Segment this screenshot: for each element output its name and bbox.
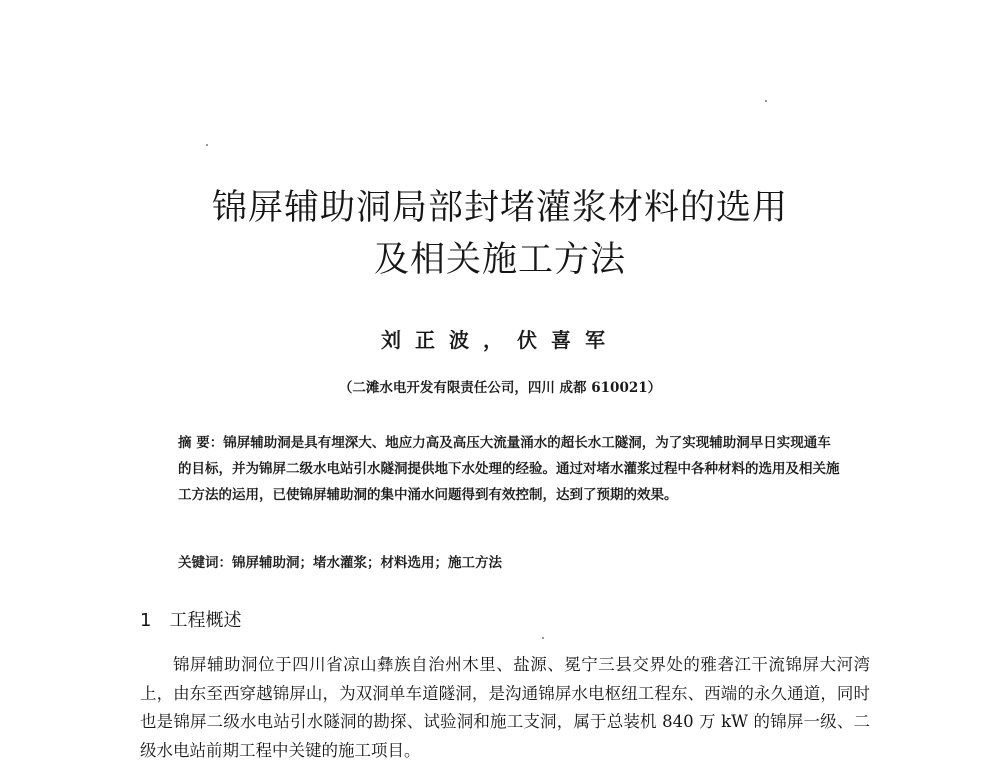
section-title: 工程概述	[169, 610, 242, 631]
scan-speck	[542, 637, 544, 639]
paper-title-line-2: 及相关施工方法	[373, 240, 626, 280]
section-heading	[140, 606, 241, 632]
paper-title-line-1: 锦屏辅助洞局部封堵灌浆材料的选用	[211, 188, 788, 228]
keywords-text: 锦屏辅助洞；堵水灌浆；材料选用；施工方法	[232, 555, 502, 571]
scan-speck	[765, 100, 767, 102]
paper-authors: 刘正波，伏喜军	[381, 328, 619, 352]
keywords	[178, 551, 843, 571]
abstract	[178, 430, 843, 508]
scan-speck	[206, 144, 208, 146]
author-affiliation: （二滩水电开发有限责任公司，四川 成都 610021）	[338, 380, 662, 396]
paper-title	[0, 182, 1000, 286]
section-number: 1	[140, 610, 152, 631]
abstract-text: 锦屏辅助洞是具有埋深大、地应力高及高压大流量涌水的超长水工隧洞，为了实现辅助洞早日实现通车的目标，并为锦屏二级水电站引水隧洞提供地下水处理的经验。通过对堵水灌浆过程中各种材料的选用及相关施工方法的运用，已使锦屏辅助洞的集中涌水问题得到有效控制，达到了预期的效果。	[178, 435, 840, 503]
keywords-label: 关键词：	[178, 555, 232, 571]
body-paragraph: 锦屏辅助洞位于四川省凉山彝族自治州木里、盐源、冕宁三县交界处的雅砻江干流锦屏大河湾上，由东至西穿越锦屏山，为双洞单车道隧洞，是沟通锦屏水电枢纽工程东、西端的永久通道，同时也是锦屏二级水电站引水隧洞的勘探、试验洞和施工支洞，属于总装机 840 万 kW 的锦屏一级、二级水电站前期工程中关键的施工项目。	[140, 655, 870, 760]
abstract-label: 摘 要：	[178, 435, 224, 451]
